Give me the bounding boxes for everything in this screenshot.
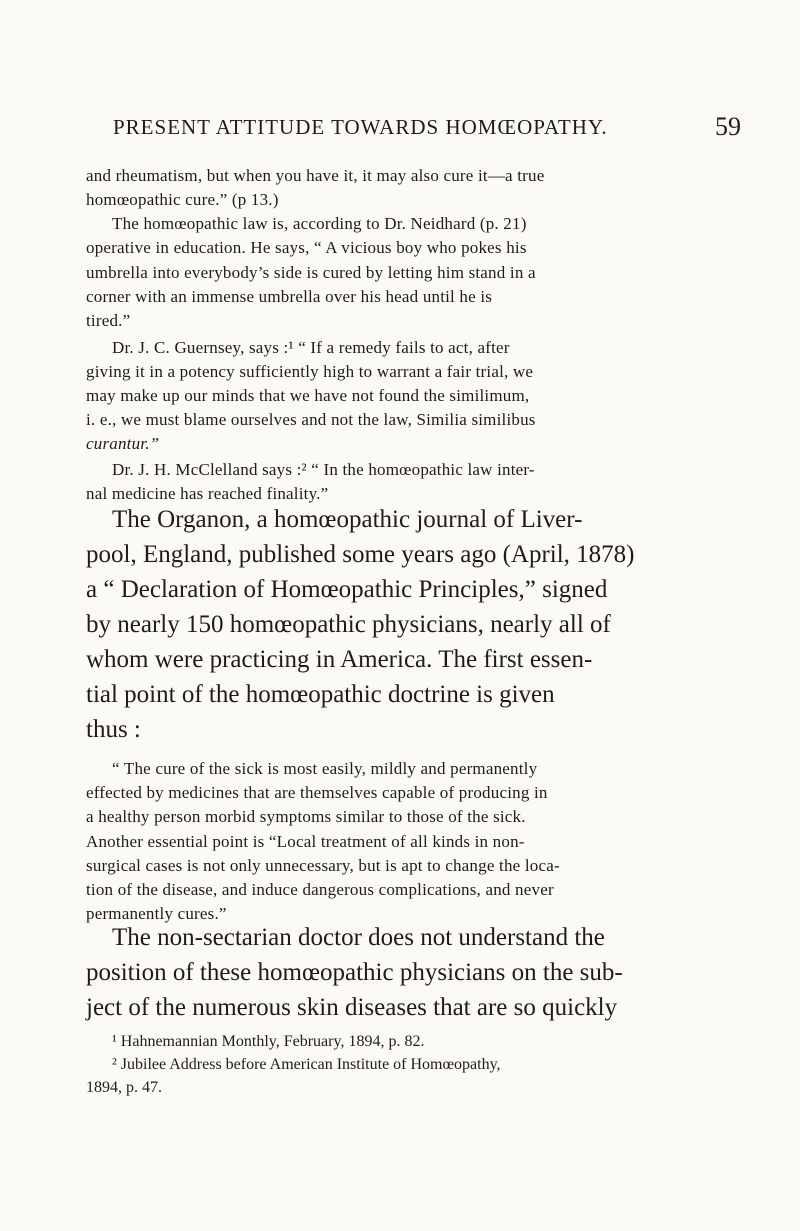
text-line: tion of the disease, and induce dangerous complications, and never [86, 880, 554, 899]
text-line: giving it in a potency sufficiently high to warrant a fair trial, we [86, 362, 534, 381]
text-line: may make up our minds that we have not found the similimum, [86, 386, 530, 405]
text-line: position of these homœopathic physicians on the sub- [86, 959, 623, 986]
text-line: “ The cure of the sick is most easily, mildly and permanently [112, 759, 538, 778]
text-line: homœopathic cure.” (p 13.) [86, 190, 279, 209]
text-line: The Organon, a homœopathic journal of Liver- [112, 506, 583, 533]
text-line: umbrella into everybody’s side is cured by letting him stand in a [86, 263, 536, 282]
text-line: The non-sectarian doctor does not understand the [112, 924, 605, 951]
text-line: thus : [86, 716, 141, 743]
text-line: permanently cures.” [86, 904, 227, 923]
text-line: tial point of the homœopathic doctrine is given [86, 681, 555, 708]
text-line: operative in education. He says, “ A vicious boy who pokes his [86, 238, 527, 257]
text-line: by nearly 150 homœopathic physicians, nearly all of [86, 611, 611, 638]
footnote: 1894, p. 47. [86, 1079, 162, 1096]
running-header [113, 112, 741, 149]
text-line: Dr. J. H. McClelland says :² “ In the homœopathic law inter- [112, 460, 535, 479]
text-line: Another essential point is “Local treatment of all kinds in non- [86, 832, 525, 851]
text-line: tired.” [86, 311, 131, 330]
footnote: ² Jubilee Address before American Institute of Homœopathy, [112, 1056, 501, 1073]
text-line: effected by medicines that are themselves capable of producing in [86, 783, 548, 802]
text-line: a healthy person morbid symptoms similar to those of the sick. [86, 807, 526, 826]
text-line: nal medicine has reached finality.” [86, 484, 329, 503]
text-line: The homœopathic law is, according to Dr. Neidhard (p. 21) [112, 214, 527, 233]
text-line: corner with an immense umbrella over his head until he is [86, 287, 493, 306]
text-line: a “ Declaration of Homœopathic Principles,” signed [86, 576, 608, 603]
text-line: Dr. J. C. Guernsey, says :¹ “ If a remedy fails to act, after [112, 338, 510, 357]
footnote: ¹ Hahnemannian Monthly, February, 1894, p. 82. [112, 1033, 425, 1050]
page-number: 59 [715, 112, 741, 141]
text-line: curantur.” [86, 434, 160, 453]
text-line: whom were practicing in America. The first essen- [86, 646, 593, 673]
text-line: pool, England, published some years ago (April, 1878) [86, 541, 635, 568]
text-line: and rheumatism, but when you have it, it may also cure it—a true [86, 166, 545, 185]
running-title: PRESENT ATTITUDE TOWARDS HOMŒOPATHY. [113, 115, 608, 139]
text-line: surgical cases is not only unnecessary, but is apt to change the loca- [86, 856, 560, 875]
text-line: i. e., we must blame ourselves and not the law, Similia similibus [86, 410, 536, 429]
text-line: ject of the numerous skin diseases that are so quickly [86, 994, 618, 1021]
